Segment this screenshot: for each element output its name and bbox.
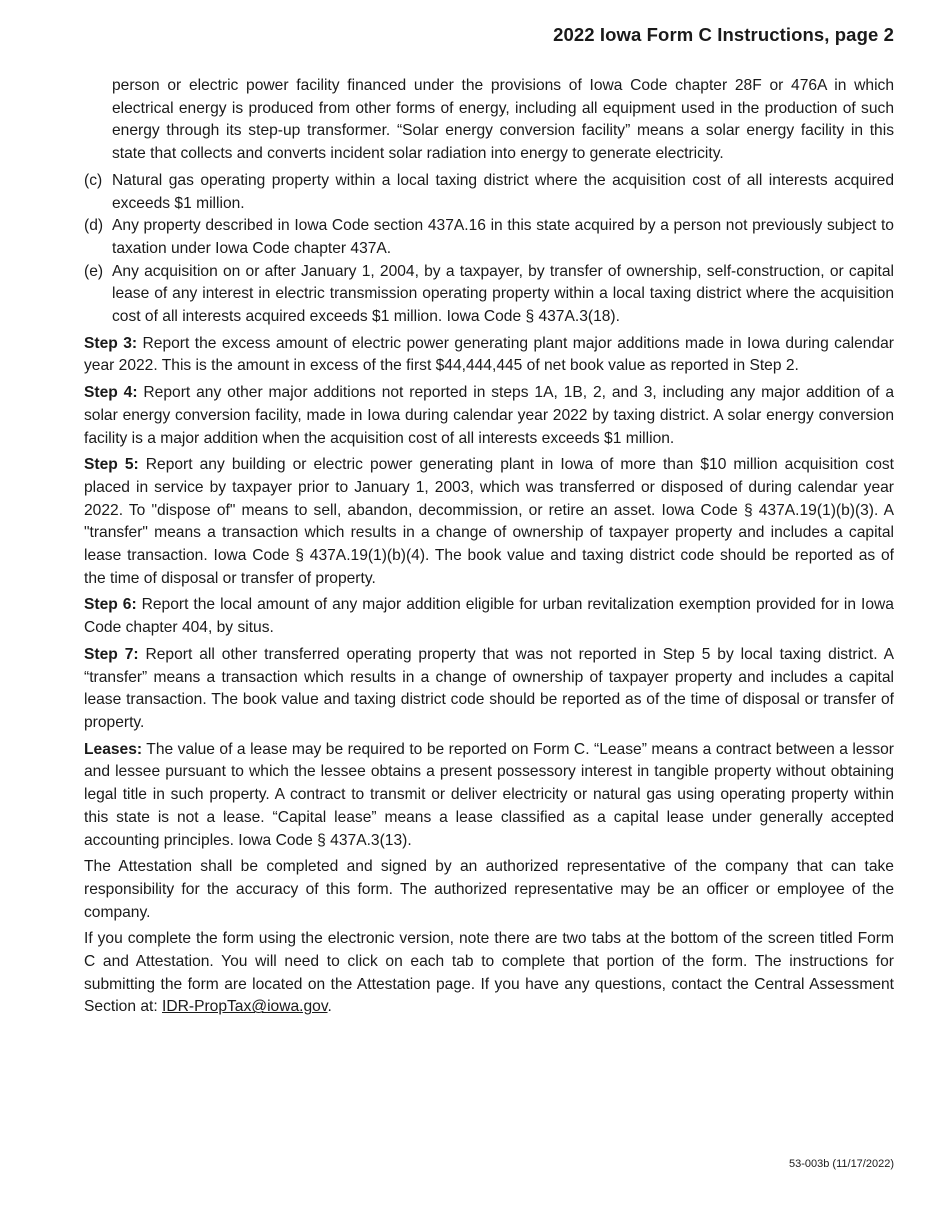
electronic-version-text: If you complete the form using the electronic version, note there are two tabs at the bottom of the screen titled Form C and Attestation. You will need to click on each tab to complete that portion of the form. The instructions for submitting the form are located on the Attestation page. If you have any questions, contact the Central Assessment Section at: <box>84 930 894 1016</box>
list-marker: (d) <box>84 217 104 235</box>
form-code: 53-003b (11/17/2022) <box>789 1158 894 1170</box>
step-3-paragraph <box>84 333 894 378</box>
page-title: 2022 Iowa Form C Instructions, page 2 <box>553 24 894 45</box>
electronic-version-trailing: . <box>327 998 332 1016</box>
acquisition-list <box>84 170 894 329</box>
continuation-paragraph: person or electric power facility financed under the provisions of Iowa Code chapter 28F or 476A in which electrical energy is produced from other forms of energy, including all equipment used in the production of such energy through its step-up transformer. “Solar energy conversion facility” means a solar energy facility in this state that collects and converts incident solar radiation into energy to generate electricity. <box>112 77 894 163</box>
list-item-text: Any acquisition on or after January 1, 2004, by a taxpayer, by transfer of ownership, self-construction, or capital lease of any interest in electric transmission operating property within a local taxing district where the acquisition cost of all interests acquired exceeds $1 million. Iowa Code § 437A.3(18). <box>112 262 894 326</box>
electronic-version-paragraph <box>84 928 894 1019</box>
step-3-text: Report the excess amount of electric power generating plant major additions made in Iowa during calendar year 2022. This is the amount in excess of the first $44,444,445 of net book value as reported in Step 2. <box>84 334 894 375</box>
step-7-text: Report all other transferred operating property that was not reported in Step 5 by local taxing district. A “transfer” means a transaction which results in a change of ownership of taxpayer property and includes a capital lease transaction. The book value and taxing district code should be reported as of the time of disposal or transfer of property. <box>84 645 894 731</box>
step-5-text: Report any building or electric power generating plant in Iowa of more than $10 million acquisition cost placed in service by taxpayer prior to January 1, 2003, which was transferred or disposed of during calendar year 2022. To "dispose of" means to sell, abandon, decommission, or retire an asset. Iowa Code § 437A.19(1)(b)(3). A "transfer" means a transaction which results in a change of ownership of taxpayer property and includes a capital lease transaction. Iowa Code § 437A.19(1)(b)(4). The book value and taxing district code should be reported as of the time of disposal or transfer of property. <box>84 456 894 587</box>
list-item <box>84 261 894 329</box>
leases-label: Leases: <box>84 740 143 758</box>
step-4-label: Step 4: <box>84 384 138 402</box>
step-4-paragraph <box>84 382 894 450</box>
step-5-paragraph <box>84 454 894 590</box>
attestation-paragraph: The Attestation shall be completed and signed by an authorized representative of the company that can take responsibility for the accuracy of this form. The authorized representative may be an officer or employee of the company. <box>84 858 894 921</box>
contact-email-link[interactable]: IDR-PropTax@iowa.gov <box>162 998 328 1016</box>
list-marker: (c) <box>84 171 103 189</box>
step-6-paragraph <box>84 594 894 639</box>
list-item <box>84 215 894 260</box>
step-7-paragraph <box>84 644 894 735</box>
step-6-text: Report the local amount of any major addition eligible for urban revitalization exemption provided for in Iowa Code chapter 404, by situs. <box>84 596 894 637</box>
step-3-label: Step 3: <box>84 334 138 352</box>
step-7-label: Step 7: <box>84 645 139 663</box>
step-4-text: Report any other major additions not reported in steps 1A, 1B, 2, and 3, including any major addition of a solar energy conversion facility, made in Iowa during calendar year 2022 by taxing district. A solar energy conversion facility is a major addition when the acquisition cost of all interests exceeds $1 million. <box>84 384 894 447</box>
list-marker: (e) <box>84 262 104 280</box>
instructions-body <box>84 75 894 1023</box>
step-5-label: Step 5: <box>84 456 139 474</box>
leases-paragraph <box>84 739 894 853</box>
list-item-text: Natural gas operating property within a local taxing district where the acquisition cost of all interests acquired exceeds $1 million. <box>112 171 894 212</box>
list-item-text: Any property described in Iowa Code section 437A.16 in this state acquired by a person not previously subject to taxation under Iowa Code chapter 437A. <box>112 217 894 257</box>
leases-text: The value of a lease may be required to be reported on Form C. “Lease” means a contract between a lessor and lessee pursuant to which the lessee obtains a present possessory interest in tangible property without obtaining legal title in such property. A contract to transmit or deliver electricity or natural gas using operating property within this state is not a lease. “Capital lease” means a lease classified as a capital lease under generally accepted accounting principles. Iowa Code § 437A.3(13). <box>84 740 894 849</box>
step-6-label: Step 6: <box>84 596 137 614</box>
list-item <box>84 170 894 215</box>
